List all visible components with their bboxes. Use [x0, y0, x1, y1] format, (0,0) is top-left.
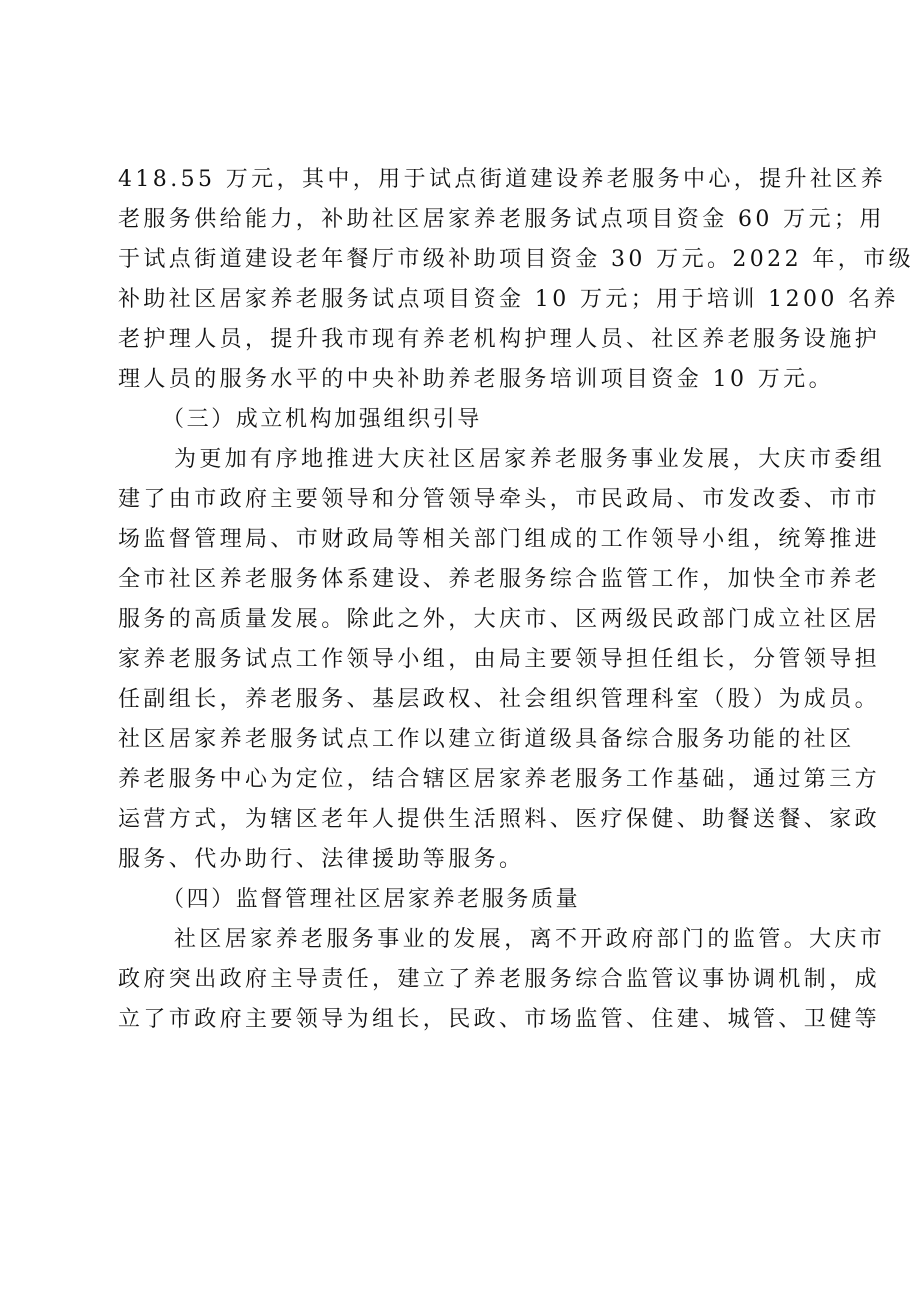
text-line: 全市社区养老服务体系建设、养老服务综合监管工作，加快全市养老 — [118, 567, 881, 592]
text-line: 运营方式，为辖区老年人提供生活照料、医疗保健、助餐送餐、家政 — [118, 807, 881, 832]
text-line: 于试点街道建设老年餐厅市级补助项目资金 30 万元。2022 年，市级 — [118, 247, 914, 272]
text-line: 政府突出政府主导责任，建立了养老服务综合监管议事协调机制，成 — [118, 967, 881, 992]
text-line: 服务的高质量发展。除此之外，大庆市、区两级民政部门成立社区居 — [118, 607, 881, 632]
paragraph-first-line: 为更加有序地推进大庆社区居家养老服务事业发展，大庆市委组 — [174, 447, 886, 472]
text-line: 任副组长，养老服务、基层政权、社会组织管理科室（股）为成员。 — [118, 687, 881, 712]
text-line: 社区居家养老服务试点工作以建立街道级具备综合服务功能的社区 — [118, 727, 855, 752]
text-line: 418.55 万元，其中，用于试点街道建设养老服务中心，提升社区养 — [118, 167, 887, 192]
text-line: 建了由市政府主要领导和分管领导牵头，市民政局、市发改委、市市 — [118, 487, 881, 512]
text-line: 老服务供给能力，补助社区居家养老服务试点项目资金 60 万元；用 — [118, 207, 885, 232]
text-line: 场监督管理局、市财政局等相关部门组成的工作领导小组，统筹推进 — [118, 527, 881, 552]
paragraph-first-line: 社区居家养老服务事业的发展，离不开政府部门的监管。大庆市 — [174, 927, 886, 952]
text-line: 立了市政府主要领导为组长，民政、市场监管、住建、城管、卫健等 — [118, 1007, 881, 1032]
text-line: 补助社区居家养老服务试点项目资金 10 万元；用于培训 1200 名养 — [118, 287, 899, 312]
text-line: 养老服务中心为定位，结合辖区居家养老服务工作基础，通过第三方 — [118, 767, 881, 792]
text-line: 理人员的服务水平的中央补助养老服务培训项目资金 10 万元。 — [118, 367, 834, 392]
text-line: 服务、代办助行、法律援助等服务。 — [118, 847, 525, 872]
section-heading: （三）成立机构加强组织引导 — [162, 407, 482, 432]
text-line: 老护理人员，提升我市现有养老机构护理人员、社区养老服务设施护 — [118, 327, 881, 352]
section-heading: （四）监督管理社区居家养老服务质量 — [162, 887, 581, 912]
text-line: 家养老服务试点工作领导小组，由局主要领导担任组长，分管领导担 — [118, 647, 881, 672]
